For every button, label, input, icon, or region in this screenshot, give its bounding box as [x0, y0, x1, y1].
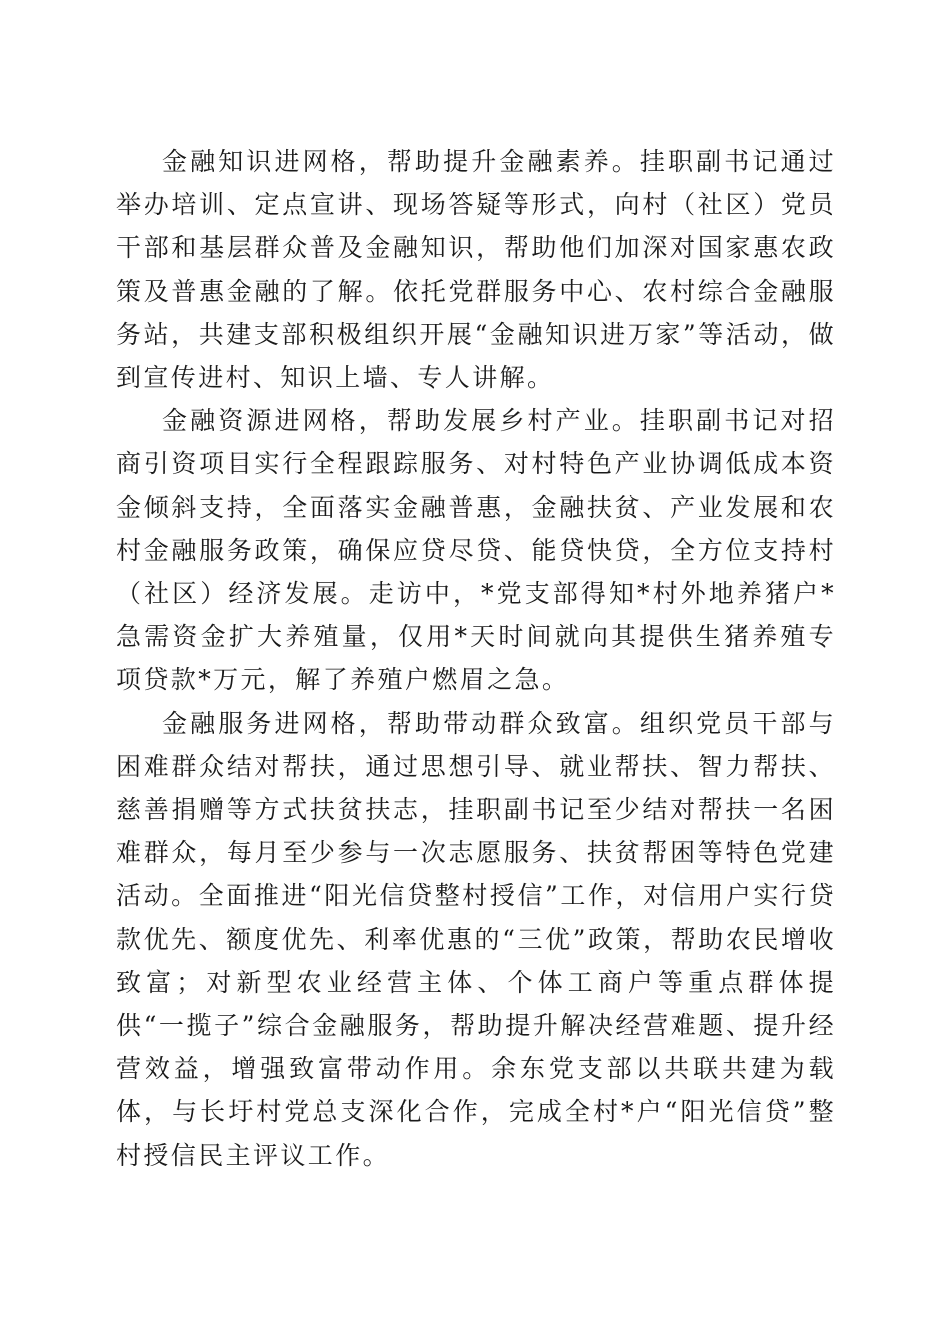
paragraph-financial-services: 金融服务进网格，帮助带动群众致富。组织党员干部与困难群众结对帮扶，通过思想引导、就业帮扶、智力帮扶、慈善捐赠等方式扶贫扶志，挂职副书记至少结对帮扶一名困难群众，每月至少参与一次志愿服务、扶贫帮困等特色党建活动。全面推进“阳光信贷整村授信”工作，对信用户实行贷款优先、额度优先、利率优惠的“三优”政策，帮助农民增收致富；对新型农业经营主体、个体工商户等重点群体提供“一揽子”综合金融服务，帮助提升解决经营难题、提升经营效益，增强致富带动作用。余东党支部以共联共建为载体，与长圩村党总支深化合作，完成全村*户“阳光信贷”整村授信民主评议工作。 — [116, 708, 836, 1170]
paragraph-financial-knowledge: 金融知识进网格，帮助提升金融素养。挂职副书记通过举办培训、定点宣讲、现场答疑等形式，向村（社区）党员干部和基层群众普及金融知识，帮助他们加深对国家惠农政策及普惠金融的了解。依托党群服务中心、农村综合金融服务站，共建支部积极组织开展“金融知识进万家”等活动，做到宣传进村、知识上墙、专人讲解。 — [116, 147, 836, 393]
paragraph-financial-resources: 金融资源进网格，帮助发展乡村产业。挂职副书记对招商引资项目实行全程跟踪服务、对村特色产业协调低成本资金倾斜支持，全面落实金融普惠，金融扶贫、产业发展和农村金融服务政策，确保应贷尽贷、能贷快贷，全方位支持村（社区）经济发展。走访中，*党支部得知*村外地养猪户*急需资金扩大养殖量，仅用*天时间就向其提供生猪养殖专项贷款*万元，解了养殖户燃眉之急。 — [116, 406, 836, 695]
document-body — [116, 140, 836, 1177]
